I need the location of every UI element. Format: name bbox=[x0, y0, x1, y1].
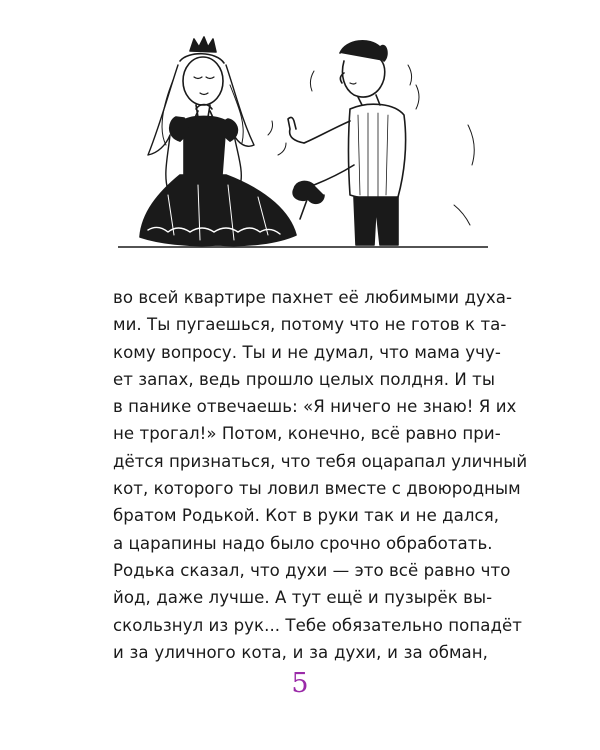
text-line: кот, которого ты ловил вместе с двоюродным bbox=[113, 479, 521, 499]
text-line: ми. Ты пугаешься, потому что не готов к та- bbox=[113, 315, 507, 335]
text-line: а царапины надо было срочно обработать. bbox=[113, 533, 493, 553]
text-line: в панике отвечаешь: «Я ничего не знаю! Я их bbox=[113, 397, 517, 417]
text-line: йод, даже лучше. А тут ещё и пузырёк вы- bbox=[113, 588, 493, 608]
text-line: во всей квартире пахнет её любимыми духа- bbox=[113, 288, 512, 307]
text-line: скользнул из рук... Тебе обязательно попадёт bbox=[113, 615, 522, 635]
text-line: Родька сказал, что духи — это всё равно что bbox=[113, 560, 511, 580]
body-text bbox=[113, 284, 528, 666]
text-line: братом Родькой. Кот в руки так и не дался, bbox=[113, 506, 500, 526]
text-line: и за уличного кота, и за духи, и за обман, bbox=[113, 642, 488, 662]
page-number: 5 bbox=[291, 668, 309, 699]
text-line: не трогал!» Потом, конечно, всё равно при- bbox=[113, 424, 501, 444]
text-line: ет запах, ведь прошло целых полдня. И ты bbox=[113, 369, 496, 389]
illustration-girl-and-boy bbox=[118, 25, 488, 255]
text-line: кому вопросу. Ты и не думал, что мама учу- bbox=[113, 342, 501, 362]
text-line: дётся признаться, что тебя оцарапал уличный bbox=[113, 451, 528, 471]
